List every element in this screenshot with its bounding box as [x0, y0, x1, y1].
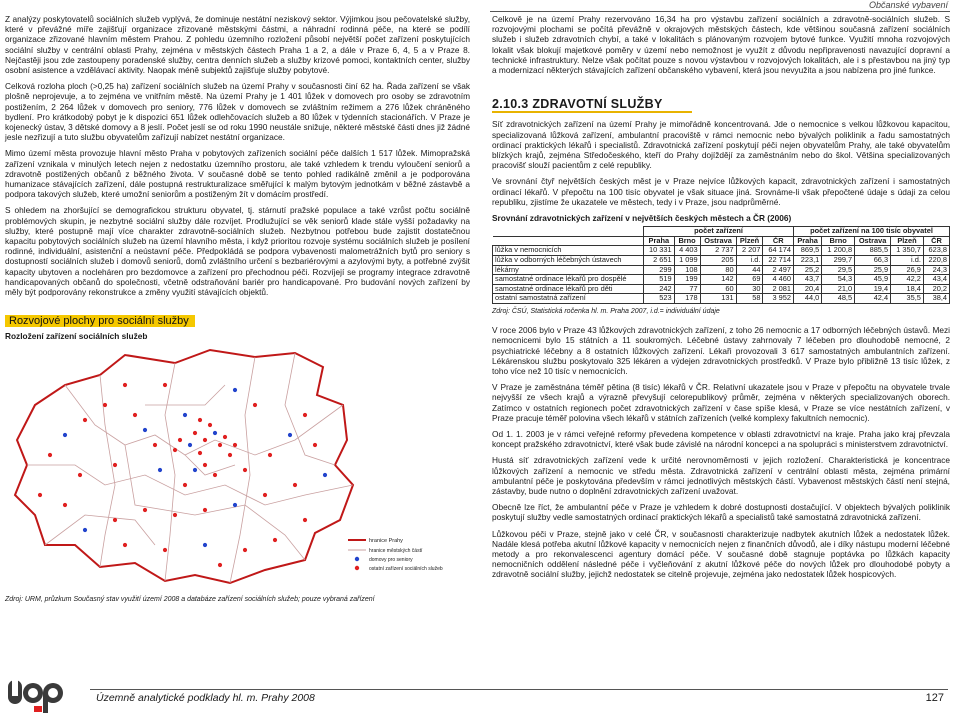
table-column-header: Praha — [794, 236, 822, 246]
social-facility-marker — [243, 548, 247, 552]
prague-map — [5, 345, 470, 589]
social-facility-marker — [63, 503, 67, 507]
table-cell: i.d. — [736, 256, 763, 266]
table-cell: 178 — [674, 294, 700, 304]
social-facility-marker — [218, 563, 222, 567]
social-facility-marker — [133, 413, 137, 417]
social-facility-marker — [123, 383, 127, 387]
social-facility-marker — [123, 543, 127, 547]
table-body — [493, 246, 950, 304]
social-facility-marker — [203, 463, 207, 467]
legend-districts-label: hranice městských částí — [369, 547, 423, 554]
table-row-label: ostatní samostatná zařízení — [493, 294, 644, 304]
paragraph: Celkově je na území Prahy rezervováno 16,34 ha pro výstavbu zařízení sociálních a zdravotně-sociálních služeb. S rozvojovými plochami se počítá převážně v okrajových městských částech, kde většinou současná zařízení sociálních služeb i služeb zdravotních chybí, a také v lokalitách s plánovaným rozvojem bytové funkce. Využití mnoha rozvojových lokalit však blokují majetkové poměry v území nebo nemožnost je využít z důvodu nepřipravenosti navazující dopravní a technické infrastruktury. Nelze však počítat pouze s novou výstavbou v rozvojových lokalitách, ale i s přestavbou na jiný typ a modernizací některých stávajících zařízení občanského vybavení, která jsou nevyužita a jsou nabízena pro jiné funkce. — [492, 14, 950, 76]
paragraph: Síť zdravotnických zařízení na území Prahy je mimořádně koncentrovaná. Jde o nemocnice s velkou lůžkovou kapacitou, specializovaná lůžková zařízení, ambulantní pracoviště v rámci nemocnic nebo bývalých poliklinik a řadu samostatných ordinací praktických lékařů i specialistů. Zdravotnická zařízení poskytují péči nejen obyvatelům Prahy, ale také obyvatelům blízkých krajů, zejména Středočeského, kteří do Prahy dojíždějí za zaměstnáním nebo do škol. Většina specializovaných pracovišť slouží pacientům z celé republiky. — [492, 119, 950, 171]
table-cell: 24,3 — [923, 265, 949, 275]
paragraph: V Praze je zaměstnána téměř pětina (8 tisíc) lékařů v ČR. Relativní ukazatele jsou v Praze v přepočtu na obyvatele trvale nejvyšší ze všech krajů a výrazně převyšují celorepublikový průměr, zejména v některých specializovaných oborech. Zatímco v ostatních regionech počet zdravotnických zařízení v čase spíše klesá, v Praze se více nestátních zařízení, v Praze pracuje téměř polovina všech lékařů v státních zařízeních (velké komplexy fakultních nemocnic). — [492, 382, 950, 423]
social-facility-marker — [203, 438, 207, 442]
table-cell: 220,8 — [923, 256, 949, 266]
table-cell: 43,7 — [794, 275, 822, 285]
table-cell: 242 — [644, 284, 675, 294]
section-heading: 2.10.3 ZDRAVOTNÍ SLUŽBY — [492, 99, 692, 113]
paragraph: Hustá síť zdravotnických zařízení vede k určité nerovnoměrnosti v jejich rozložení. Charakteristická je koncentrace lůžkových zařízení a nemocnic ve středu města. Zdravotnická zařízení v centrální oblasti města, zejména primární ambulantní péče je poskytována především v rámci jednotlivých městských částí. Vybavenost městských částí není stejná, zástavby, bude nutno o doplnění zdravotnických zařízení uvažovat. — [492, 455, 950, 497]
social-facility-marker — [103, 403, 107, 407]
senior-home-marker — [233, 503, 237, 507]
table-cell: 66,3 — [855, 256, 891, 266]
social-facility-marker — [193, 431, 197, 435]
paragraph: Z analýzy poskytovatelů sociálních služeb vyplývá, že dominuje nestátní neziskový sektor. Výjimkou jsou pečovatelské služby, které v převážné míře zajišťují organizace zřizované městskými částmi, a náhradní rodinná péče, na které se podílí organizace zřizované hlavním městem Prahou. Z pohledu územního rozložení působí největší počet zařízení poskytujících sociální služby v centrální oblasti Prahy, zejména v městských částech Praha 1 a 2, a dále v Praze 6, 4, 5 a v Praze 8. Nejčastěji jsou zde zastoupeny poradenské služby, centra denních služeb a služby krizové pomoci, kontaktních center, služby osobní asistence a vzdělávací aktivity. Naopak méně subjektů zajišťuje služby pobytové. — [5, 14, 470, 76]
comparison-table — [492, 226, 950, 304]
senior-home-marker — [203, 543, 207, 547]
table-column-header: Praha — [644, 236, 675, 246]
left-column — [5, 14, 470, 605]
table-cell: 4 460 — [763, 275, 794, 285]
legend-seniors-label: domovy pro seniory — [369, 556, 413, 563]
legend-other-swatch — [355, 565, 359, 569]
prague-boundary — [15, 350, 353, 583]
map-legend — [348, 538, 443, 572]
table-cell: 80 — [700, 265, 736, 275]
table-column-header: Brno — [822, 236, 855, 246]
table-cell: 20,2 — [923, 284, 949, 294]
social-facility-marker — [268, 453, 272, 457]
social-facility-marker — [253, 403, 257, 407]
footer-rule — [90, 689, 948, 690]
table-cell: 623,8 — [923, 246, 949, 256]
social-facility-marker — [163, 383, 167, 387]
table-cell: 45,9 — [855, 275, 891, 285]
table-cell: i.d. — [891, 256, 924, 266]
table-cell: 44 — [736, 265, 763, 275]
paragraph: Lůžkovou péči v Praze, stejně jako v celé ČR, v současnosti charakterizuje nadbytek akutních lůžek a nedostatek lůžek. Nadále klesá potřeba akutní lůžkové kapacity v nemocnicích nejen z finančních důvodů, ale i díky nástupu moderní léčebné metody a pro rekonvalescenci agentury domácí péče. V současné době stagnuje poptávka po lůžkách kapacity nemocničních oddělení následné péče i vyčleňování z akutní lůžkové péče do nových lůžek pro dlouhodobé pobyty a zdravotně sociální služby, jejichž nedostatek se citelně projevuje, zejména jako nedostatek lůžek hospicových. — [492, 528, 950, 580]
table-row-label: samostatné ordinace lékařů pro dospělé — [493, 275, 644, 285]
table-column-header: ČR — [763, 236, 794, 246]
table-cell: 54,3 — [822, 275, 855, 285]
table-cell: 18,4 — [891, 284, 924, 294]
social-facility-marker — [48, 453, 52, 457]
legend-seniors-swatch — [355, 556, 359, 560]
map-source: Zdroj: URM, průzkum Současný stav využití území 2008 a databáze zařízení sociálních služeb; pouze vybraná zařízení — [5, 595, 375, 603]
table-cell: 26,9 — [891, 265, 924, 275]
table-cell: 142 — [700, 275, 736, 285]
table-cell: 60 — [700, 284, 736, 294]
social-facility-marker — [113, 463, 117, 467]
map-subtitle: Rozložení zařízení sociálních služeb — [5, 331, 148, 342]
table-cell: 77 — [674, 284, 700, 294]
social-facility-marker — [83, 418, 87, 422]
table-cell: 25,2 — [794, 265, 822, 275]
table-cell: 35,5 — [891, 294, 924, 304]
senior-home-marker — [143, 428, 147, 432]
social-facility-marker — [208, 423, 212, 427]
table-corner — [493, 227, 644, 237]
paragraph: Mimo území města provozuje hlavní město Praha v pobytových zařízeních sociální péče dalších 1 517 lůžek. Mimopražská zařízení vznikala v minulých letech nejen z nedostatku územního prostoru, ale také vzhledem k trendu vyloučení seniorů a zdravotně postižených občanů z běžného života. V současné době se tento pohled radikálně změnil a je podporována humanizace stávajících zařízení, dále postupná restrukturalizace směřující k malým bytovým jednotkám v běžné zástavbě a podpora takových služeb, které umožní seniorům a postiženým žít v domácím prostředí. — [5, 148, 470, 200]
social-facility-marker — [233, 443, 237, 447]
table-cell: 10 331 — [644, 246, 675, 256]
social-facility-marker — [38, 493, 42, 497]
table-cell: 22 714 — [763, 256, 794, 266]
social-facility-marker — [173, 513, 177, 517]
table-cell: 108 — [674, 265, 700, 275]
table-cell: 523 — [644, 294, 675, 304]
table-column-header: Brno — [674, 236, 700, 246]
table-row-label: lůžka v odborných léčebných ústavech — [493, 256, 644, 266]
table-cell: 205 — [700, 256, 736, 266]
table-cell: 44,0 — [794, 294, 822, 304]
paragraph: Celková rozloha ploch (>0,25 ha) zařízení sociálních služeb na území Prahy v současnosti činí 62 ha. Řada zařízení se však plošně neprojevuje, a to zejména ve vnitřním městě. Na území Prahy je 1 401 lůžek v domovech pro osoby se zdravotním postižením, 2 264 lůžek v domovech pro seniory, 776 lůžek v domovech se zvláštním režimem a 276 lůžek chráněného bydlení. Pro krátkodobý pobyt je k dispozici 651 lůžek odlehčovacích služeb a 80 lůžek v týdenních stacionářích. V Praze je kojenecký ústav, 3 dětské domovy a 8 jeslí. Počet jeslí se od roku 1990 neustále snižuje, některé městské části dnes již žádné jesle nezřizují a tuto službu obyvatelům zařízují nabízet nestátní organizace. — [5, 81, 470, 143]
social-facility-marker — [293, 483, 297, 487]
senior-home-marker — [323, 473, 327, 477]
table-cell: 519 — [644, 275, 675, 285]
table-cell: 885,5 — [855, 246, 891, 256]
social-facility-marker — [223, 435, 227, 439]
uap-logo — [4, 676, 66, 716]
table-cell: 869,5 — [794, 246, 822, 256]
social-facility-marker — [228, 453, 232, 457]
table-cell: 1 350,7 — [891, 246, 924, 256]
social-facility-marker — [313, 443, 317, 447]
table-cell: 131 — [700, 294, 736, 304]
legend-boundary-label: hranice Prahy — [369, 537, 403, 544]
table-cell: 2 207 — [736, 246, 763, 256]
table-cell: 2 081 — [763, 284, 794, 294]
paragraph: Ve srovnání čtyř největších českých měst je v Praze nejvíce lůžkových kapacit, zdravotnických zařízení i samostatných ordinací lékařů. V přepočtu na 100 tisíc obyvatel je však situace jiná. Srovnáme-li však přepočtené údaje s údaji za celou republiku, zjistíme že ukazatele ve městech, tedy i v Praze, jsou nadprůměrné. — [492, 176, 950, 207]
table-group-header: počet zařízení na 100 tisíc obyvatel — [794, 227, 950, 237]
table-row-label: lékárny — [493, 265, 644, 275]
table-row — [493, 256, 950, 266]
senior-home-marker — [183, 413, 187, 417]
section-tag: Občanské vybavení — [868, 0, 948, 10]
social-facility-marker — [113, 518, 117, 522]
table-cell: 3 952 — [763, 294, 794, 304]
social-facility-marker — [213, 473, 217, 477]
paragraph: S ohledem na zhoršující se demografickou strukturu obyvatel, tj. stárnutí pražské populace a také vzrůst počtu sociálně problémových skupin, je nezbytné sociální služby dále rozvíjet. Prodlužující se věk seniorů klade stále vyšší požadavky na služby, které postupně mají více charakter zdravotně-sociálních služeb. Nezbytnou potřebou bude zajistit dostatečnou kapacitu pobytových sociálních služeb na území hlavního města, i když prioritou rozvoje systému sociálních služeb je posílení rodinné, individuální, asistenční a neústavní péče. Předpokládá se podpora vybavenosti malometrážních bytů pro seniory s dostupností sociálních služeb i domovů seniorů, domů zvláštního určení s bezbariérovými a azylovými byty, a potřebné zvýšit kapacity ubytoven a nocleháren pro bezdomovce a zařízení pro přechodnou péči. Rozvíjejí se programy integrace zdravotně handicapovaných občanů do společnosti, včetně odstraňování bariér pro handicapované. Pro budování nových zařízení by měly být podporovány rekonstrukce a změny využití stávajících objektů. — [5, 205, 470, 298]
table-cell: 48,5 — [822, 294, 855, 304]
table-column-header: Plzeň — [736, 236, 763, 246]
senior-home-marker — [158, 468, 162, 472]
table-column-header: Plzeň — [891, 236, 924, 246]
social-facility-marker — [163, 548, 167, 552]
social-facility-marker — [173, 448, 177, 452]
header-rule — [490, 11, 950, 12]
table-cell: 223,1 — [794, 256, 822, 266]
table-row — [493, 294, 950, 304]
table-cell: 42,4 — [855, 294, 891, 304]
table-cell: 2 651 — [644, 256, 675, 266]
table-cell: 199 — [674, 275, 700, 285]
paragraph: Obecně lze říct, že ambulantní péče v Praze je vzhledem k dobré dostupnosti dostačující. V objektech bývalých poliklinik poskytují služby vedle samostatných ordinací praktických lékařů a specialistů také samostatná zdravotnická zařízení. — [492, 502, 950, 523]
table-cell: 69 — [736, 275, 763, 285]
social-facility-marker — [273, 538, 277, 542]
social-facility-marker — [178, 438, 182, 442]
table-cell: 29,5 — [822, 265, 855, 275]
table-column-header: Ostrava — [855, 236, 891, 246]
social-facility-marker — [243, 468, 247, 472]
right-column — [492, 14, 950, 586]
social-facility-marker — [303, 518, 307, 522]
table-cell: 299 — [644, 265, 675, 275]
social-facility-marker — [263, 493, 267, 497]
legend-other-label: ostatní zařízení sociálních služeb — [369, 565, 443, 572]
senior-home-marker — [288, 433, 292, 437]
social-facility-marker — [203, 508, 207, 512]
social-facility-marker — [303, 413, 307, 417]
table-cell: 30 — [736, 284, 763, 294]
social-facility-marker — [78, 473, 82, 477]
table-row-label: samostatné ordinace lékařů pro děti — [493, 284, 644, 294]
social-facility-marker — [218, 443, 222, 447]
social-facility-marker — [198, 451, 202, 455]
senior-home-marker — [233, 388, 237, 392]
table-cell: 1 099 — [674, 256, 700, 266]
table-cell: 19,4 — [855, 284, 891, 294]
paragraph: Od 1. 1. 2003 je v rámci veřejné reformy převedena kompetence v oblasti zdravotnictví na kraje. Praha jako kraj převzala koncept pražského zdravotnictví, které však bude závislé na národní koncepci a na spolupráci s ministerstvem zdravotnictví. — [492, 429, 950, 450]
senior-home-marker — [188, 443, 192, 447]
table-cell: 43,4 — [923, 275, 949, 285]
table-group-header: počet zařízení — [644, 227, 794, 237]
table-row — [493, 275, 950, 285]
social-facility-marker — [183, 483, 187, 487]
senior-home-marker — [83, 528, 87, 532]
senior-home-marker — [213, 431, 217, 435]
paragraph: V roce 2006 bylo v Praze 43 lůžkových zdravotnických zařízení, z toho 26 nemocnic a 17 odborných léčebných ústavů. Mezi nemocnicemi bylo 15 státních a 11 soukromých. Léčebné ústavy zahrnovaly 7 léčeben pro dlouhodobě nemocné, 2 psychiatrické léčebny a 8 ostatních lůžkových zařízení. Lékaři provozovali 3 617 samostatných ambulantních zařízení. Lékárenskou službu poskytovalo 325 lékáren a výdejen zdravotnických prostředků. V Praze bylo přibližně 13 tisíc lůžek, z toho více než 10 tisíc v nemocnicích. — [492, 325, 950, 377]
social-facility-marker — [198, 418, 202, 422]
table-title: Srovnání zdravotnických zařízení v největších českých městech a ČR (2006) — [492, 213, 792, 224]
senior-home-marker — [193, 468, 197, 472]
table-cell: 2 737 — [700, 246, 736, 256]
senior-home-marker — [63, 433, 67, 437]
table-source: Zdroj: ČSÚ, Statistická ročenka hl. m. Praha 2007, i.d.= individuální údaje — [492, 308, 720, 315]
table-cell: 1 200,8 — [822, 246, 855, 256]
map-title: Rozvojové plochy pro sociální služby — [5, 315, 195, 327]
social-facility-marker — [153, 443, 157, 447]
table-column-header: ČR — [923, 236, 949, 246]
table-cell: 58 — [736, 294, 763, 304]
table-cell: 4 403 — [674, 246, 700, 256]
social-facility-marker — [143, 508, 147, 512]
table-cell: 20,4 — [794, 284, 822, 294]
footer-title: Územně analytické podklady hl. m. Prahy 2008 — [96, 692, 315, 704]
table-cell: 38,4 — [923, 294, 949, 304]
table-cell: 42,2 — [891, 275, 924, 285]
table-cell: 25,9 — [855, 265, 891, 275]
page-number: 127 — [925, 692, 944, 704]
table-cell: 64 174 — [763, 246, 794, 256]
table-cell: 21,0 — [822, 284, 855, 294]
table-column-header: Ostrava — [700, 236, 736, 246]
table-cell: 2 497 — [763, 265, 794, 275]
table-row-label: lůžka v nemocnicích — [493, 246, 644, 256]
map-figure — [5, 345, 470, 589]
table-cell: 299,7 — [822, 256, 855, 266]
table-header-row — [493, 227, 950, 237]
